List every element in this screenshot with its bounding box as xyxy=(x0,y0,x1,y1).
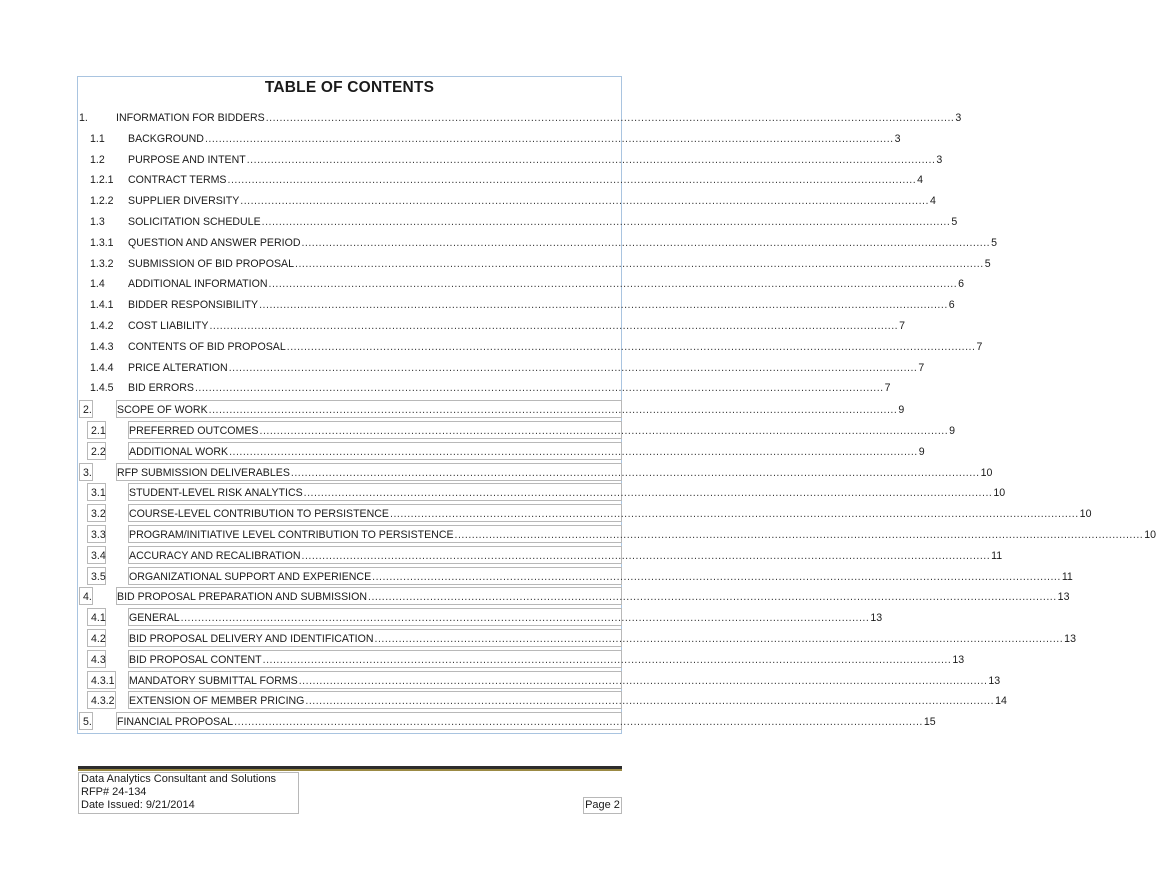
toc-entry-number: 1.4.1 xyxy=(90,299,114,311)
toc-entry-number: 3.5 xyxy=(87,567,106,585)
toc-leader-dots: ........................................................................................................................................................................................................ xyxy=(372,571,1061,583)
footer-document-info xyxy=(78,772,299,814)
toc-entry-link[interactable] xyxy=(128,130,901,148)
toc-entry-number: 4.1 xyxy=(87,608,106,626)
toc-entry[interactable] xyxy=(79,317,906,335)
toc-entry-label: BID PROPOSAL PREPARATION AND SUBMISSION xyxy=(117,591,367,603)
toc-entry-link[interactable] xyxy=(116,400,905,418)
toc-entry-label: SCOPE OF WORK xyxy=(117,404,208,416)
toc-entry[interactable] xyxy=(79,650,965,668)
toc-entry-label: BID PROPOSAL DELIVERY AND IDENTIFICATION xyxy=(129,633,374,645)
toc-entry-page: 9 xyxy=(898,404,905,416)
toc-entry-page: 13 xyxy=(1057,591,1070,603)
toc-entry[interactable] xyxy=(79,234,998,252)
toc-entry-label: PREFERRED OUTCOMES xyxy=(129,425,259,437)
toc-entry[interactable] xyxy=(79,483,1006,501)
toc-leader-dots: ........................................................................................................................................................................................................ xyxy=(265,112,955,124)
toc-entry-page: 11 xyxy=(991,550,1003,562)
toc-entry-label: GENERAL xyxy=(129,612,180,624)
toc-entry-number: 1.2.1 xyxy=(90,174,114,186)
toc-leader-dots: ........................................................................................................................................................................................................ xyxy=(286,341,976,353)
footer-date-issued: Date Issued: 9/21/2014 xyxy=(81,799,195,811)
toc-entry-page: 10 xyxy=(1144,529,1156,541)
toc-entry-number: 4.3.1 xyxy=(87,671,116,689)
toc-entry[interactable] xyxy=(79,379,891,397)
toc-entry-link[interactable] xyxy=(116,463,993,481)
toc-entry-page: 6 xyxy=(958,278,965,290)
toc-entry[interactable] xyxy=(79,275,965,293)
toc-entry-label: ORGANIZATIONAL SUPPORT AND EXPERIENCE xyxy=(129,571,372,583)
toc-entry-link[interactable] xyxy=(128,171,924,189)
toc-entry-page: 13 xyxy=(952,654,965,666)
toc-entry-link[interactable] xyxy=(128,629,1076,647)
toc-entry-number: 3.3 xyxy=(87,525,106,543)
toc-entry[interactable] xyxy=(79,151,943,169)
toc-leader-dots: ........................................................................................................................................................................................................ xyxy=(368,591,1057,603)
toc-entry-label: BIDDER RESPONSIBILITY xyxy=(128,299,259,311)
toc-entry-link[interactable] xyxy=(128,338,983,356)
toc-entry-number: 2.1 xyxy=(87,421,106,439)
toc-entry-label: PURPOSE AND INTENT xyxy=(128,154,246,166)
toc-entry-link[interactable] xyxy=(128,213,958,231)
toc-entry[interactable] xyxy=(79,255,991,273)
toc-entry-label: BACKGROUND xyxy=(128,133,204,145)
toc-entry-link[interactable] xyxy=(128,234,998,252)
toc-entry-page: 5 xyxy=(984,258,991,270)
toc-entry-page: 11 xyxy=(1061,571,1073,583)
toc-entry-page: 7 xyxy=(918,362,925,374)
toc-entry-label: MANDATORY SUBMITTAL FORMS xyxy=(129,675,298,687)
toc-entry-label: FINANCIAL PROPOSAL xyxy=(117,716,234,728)
toc-leader-dots: ........................................................................................................................................................................................................ xyxy=(240,195,929,207)
toc-entry[interactable] xyxy=(79,691,1007,709)
toc-leader-dots: ........................................................................................................................................................................................................ xyxy=(301,237,991,249)
toc-entry-number: 2. xyxy=(79,400,93,418)
toc-leader-dots: ........................................................................................................................................................................................................ xyxy=(194,382,884,394)
toc-entry-label: ADDITIONAL INFORMATION xyxy=(128,278,268,290)
toc-entry-link[interactable] xyxy=(128,151,943,169)
toc-leader-dots: ........................................................................................................................................................................................................ xyxy=(268,278,958,290)
toc-entry[interactable] xyxy=(79,359,925,377)
toc-leader-dots: ........................................................................................................................................................................................................ xyxy=(208,404,898,416)
toc-entry-page: 3 xyxy=(955,112,962,124)
toc-entry-link[interactable] xyxy=(128,379,891,397)
toc-entry-page: 9 xyxy=(918,446,925,458)
toc-entry-number: 1.4.5 xyxy=(90,382,114,394)
toc-entry-number: 1.2.2 xyxy=(90,195,114,207)
toc-entry-page: 3 xyxy=(936,154,943,166)
toc-entry-label: RFP SUBMISSION DELIVERABLES xyxy=(117,467,290,479)
toc-entry-label: PRICE ALTERATION xyxy=(128,362,228,374)
toc-leader-dots: ........................................................................................................................................................................................................ xyxy=(246,154,936,166)
toc-leader-dots: ........................................................................................................................................................................................................ xyxy=(301,550,991,562)
toc-entry-label: PROGRAM/INITIATIVE LEVEL CONTRIBUTION TO PERSISTENCE xyxy=(129,529,454,541)
toc-entry-link[interactable] xyxy=(128,359,925,377)
toc-entry-page: 6 xyxy=(948,299,955,311)
toc-leader-dots: ........................................................................................................................................................................................................ xyxy=(204,133,894,145)
toc-entry-label: ACCURACY AND RECALIBRATION xyxy=(129,550,301,562)
toc-entry-label: ADDITIONAL WORK xyxy=(129,446,229,458)
toc-leader-dots: ........................................................................................................................................................................................................ xyxy=(298,675,988,687)
toc-entry-link[interactable] xyxy=(128,546,1003,564)
toc-leader-dots: ........................................................................................................................................................................................................ xyxy=(305,695,995,707)
toc-entry-number: 4.3 xyxy=(87,650,106,668)
toc-entry-link[interactable] xyxy=(128,192,936,210)
toc-entry[interactable] xyxy=(79,171,924,189)
toc-entry-label: CONTENTS OF BID PROPOSAL xyxy=(128,341,286,353)
toc-entry[interactable] xyxy=(79,608,883,626)
toc-entry-number: 1.3.2 xyxy=(90,258,114,270)
toc-entry-label: SUBMISSION OF BID PROPOSAL xyxy=(128,258,295,270)
toc-entry-link[interactable] xyxy=(128,691,1007,709)
toc-entry-number: 3.4 xyxy=(87,546,106,564)
toc-leader-dots: ........................................................................................................................................................................................................ xyxy=(180,612,870,624)
toc-entry-link[interactable] xyxy=(128,421,956,439)
toc-entry-page: 3 xyxy=(894,133,901,145)
toc-entry-page: 4 xyxy=(917,174,924,186)
toc-leader-dots: ........................................................................................................................................................................................................ xyxy=(209,320,899,332)
toc-entry-number: 1.4.2 xyxy=(90,320,114,332)
toc-entry-number: 3.1 xyxy=(87,483,106,501)
toc-entry-page: 10 xyxy=(993,487,1006,499)
toc-entry[interactable] xyxy=(79,629,1076,647)
toc-entry-number: 4. xyxy=(79,587,93,605)
toc-entry-link[interactable] xyxy=(116,587,1070,605)
toc-entry-number: 3. xyxy=(79,463,93,481)
toc-entry[interactable] xyxy=(79,463,993,481)
footer-page-number: Page 2 xyxy=(583,797,622,814)
toc-entry[interactable] xyxy=(79,130,901,148)
toc-entry[interactable] xyxy=(79,109,962,127)
toc-entry-number: 1.3 xyxy=(90,216,105,228)
toc-entry-number: 2.2 xyxy=(87,442,106,460)
toc-entry-label: INFORMATION FOR BIDDERS xyxy=(116,112,265,124)
toc-leader-dots: ........................................................................................................................................................................................................ xyxy=(229,446,918,458)
toc-entry-link[interactable] xyxy=(128,275,965,293)
toc-entry[interactable] xyxy=(79,400,905,418)
toc-entry-number: 3.2 xyxy=(87,504,106,522)
toc-entry-link[interactable] xyxy=(128,255,991,273)
toc-leader-dots: ........................................................................................................................................................................................................ xyxy=(261,216,951,228)
toc-leader-dots: ........................................................................................................................................................................................................ xyxy=(228,362,918,374)
toc-entry-number: 1.3.1 xyxy=(90,237,114,249)
toc-entry-page: 13 xyxy=(1064,633,1076,645)
toc-leader-dots: ........................................................................................................................................................................................................ xyxy=(290,467,980,479)
toc-entry-label: STUDENT-LEVEL RISK ANALYTICS xyxy=(129,487,303,499)
toc-entry[interactable] xyxy=(79,213,958,231)
toc-entry-page: 9 xyxy=(949,425,956,437)
toc-entry[interactable] xyxy=(79,421,956,439)
toc-entry-link[interactable] xyxy=(128,567,1073,585)
toc-entry[interactable] xyxy=(79,587,1070,605)
toc-entry-page: 15 xyxy=(923,716,936,728)
toc-entry[interactable] xyxy=(79,546,1003,564)
toc-entry[interactable] xyxy=(79,296,955,314)
toc-leader-dots: ........................................................................................................................................................................................................ xyxy=(227,174,917,186)
toc-entry-page: 14 xyxy=(995,695,1007,707)
toc-entry-link[interactable] xyxy=(128,525,1156,543)
toc-entry-number: 1.2 xyxy=(90,154,105,166)
toc-leader-dots: ........................................................................................................................................................................................................ xyxy=(295,258,984,270)
toc-entry-label: COURSE-LEVEL CONTRIBUTION TO PERSISTENCE xyxy=(129,508,389,520)
toc-entry-number: 1. xyxy=(79,112,88,124)
toc-leader-dots: ........................................................................................................................................................................................................ xyxy=(259,425,949,437)
toc-leader-dots: ........................................................................................................................................................................................................ xyxy=(454,529,1144,541)
toc-entry-label: CONTRACT TERMS xyxy=(128,174,227,186)
toc-entry-link[interactable] xyxy=(128,650,965,668)
toc-entry-page: 4 xyxy=(929,195,936,207)
toc-entry-label: EXTENSION OF MEMBER PRICING xyxy=(129,695,305,707)
toc-entry[interactable] xyxy=(79,504,1092,522)
toc-entry-label: QUESTION AND ANSWER PERIOD xyxy=(128,237,301,249)
toc-entry-page: 10 xyxy=(980,467,993,479)
footer-rfp-number: RFP# 24-134 xyxy=(81,786,147,798)
toc-title: TABLE OF CONTENTS xyxy=(264,79,435,96)
toc-entry-number: 4.2 xyxy=(87,629,106,647)
toc-leader-dots: ........................................................................................................................................................................................................ xyxy=(234,716,923,728)
toc-entry-number: 4.3.2 xyxy=(87,691,116,709)
toc-leader-dots: ........................................................................................................................................................................................................ xyxy=(374,633,1064,645)
toc-entry-link[interactable] xyxy=(128,608,883,626)
toc-entry-link[interactable] xyxy=(128,317,906,335)
toc-entry-number: 1.4 xyxy=(90,278,105,290)
toc-entry-page: 13 xyxy=(988,675,1001,687)
toc-entry-page: 7 xyxy=(976,341,983,353)
toc-entry[interactable] xyxy=(79,712,936,730)
toc-entry-number: 1.4.4 xyxy=(90,362,114,374)
toc-entry[interactable] xyxy=(79,567,1073,585)
toc-entry-page: 5 xyxy=(991,237,998,249)
toc-entry[interactable] xyxy=(79,442,925,460)
toc-entry-link[interactable] xyxy=(116,712,936,730)
toc-entry-link[interactable] xyxy=(128,483,1006,501)
toc-entry[interactable] xyxy=(79,671,1001,689)
toc-entry-label: SUPPLIER DIVERSITY xyxy=(128,195,240,207)
toc-entry-page: 13 xyxy=(870,612,883,624)
toc-entry-link[interactable] xyxy=(116,109,962,127)
toc-entry-label: COST LIABILITY xyxy=(128,320,209,332)
toc-leader-dots: ........................................................................................................................................................................................................ xyxy=(259,299,948,311)
toc-leader-dots: ........................................................................................................................................................................................................ xyxy=(303,487,993,499)
footer-document-title: Data Analytics Consultant and Solutions xyxy=(81,773,277,785)
toc-entry-page: 7 xyxy=(899,320,906,332)
toc-entry-number: 1.4.3 xyxy=(90,341,114,353)
toc-entry-number: 5. xyxy=(79,712,93,730)
toc-entry-page: 7 xyxy=(884,382,891,394)
toc-entry-label: SOLICITATION SCHEDULE xyxy=(128,216,261,228)
toc-entry-link[interactable] xyxy=(128,504,1092,522)
toc-entry-link[interactable] xyxy=(128,442,925,460)
toc-entry-link[interactable] xyxy=(128,671,1001,689)
toc-entry[interactable] xyxy=(79,338,983,356)
toc-entry[interactable] xyxy=(79,525,1156,543)
footer-divider-accent xyxy=(78,769,622,771)
toc-entry-page: 5 xyxy=(951,216,958,228)
toc-leader-dots: ........................................................................................................................................................................................................ xyxy=(262,654,952,666)
toc-entry-label: BID ERRORS xyxy=(128,382,194,394)
toc-entry-page: 10 xyxy=(1079,508,1092,520)
toc-leader-dots: ........................................................................................................................................................................................................ xyxy=(390,508,1079,520)
toc-entry-number: 1.1 xyxy=(90,133,105,145)
toc-entry-link[interactable] xyxy=(128,296,955,314)
toc-entry-label: BID PROPOSAL CONTENT xyxy=(129,654,262,666)
toc-entry[interactable] xyxy=(79,192,936,210)
